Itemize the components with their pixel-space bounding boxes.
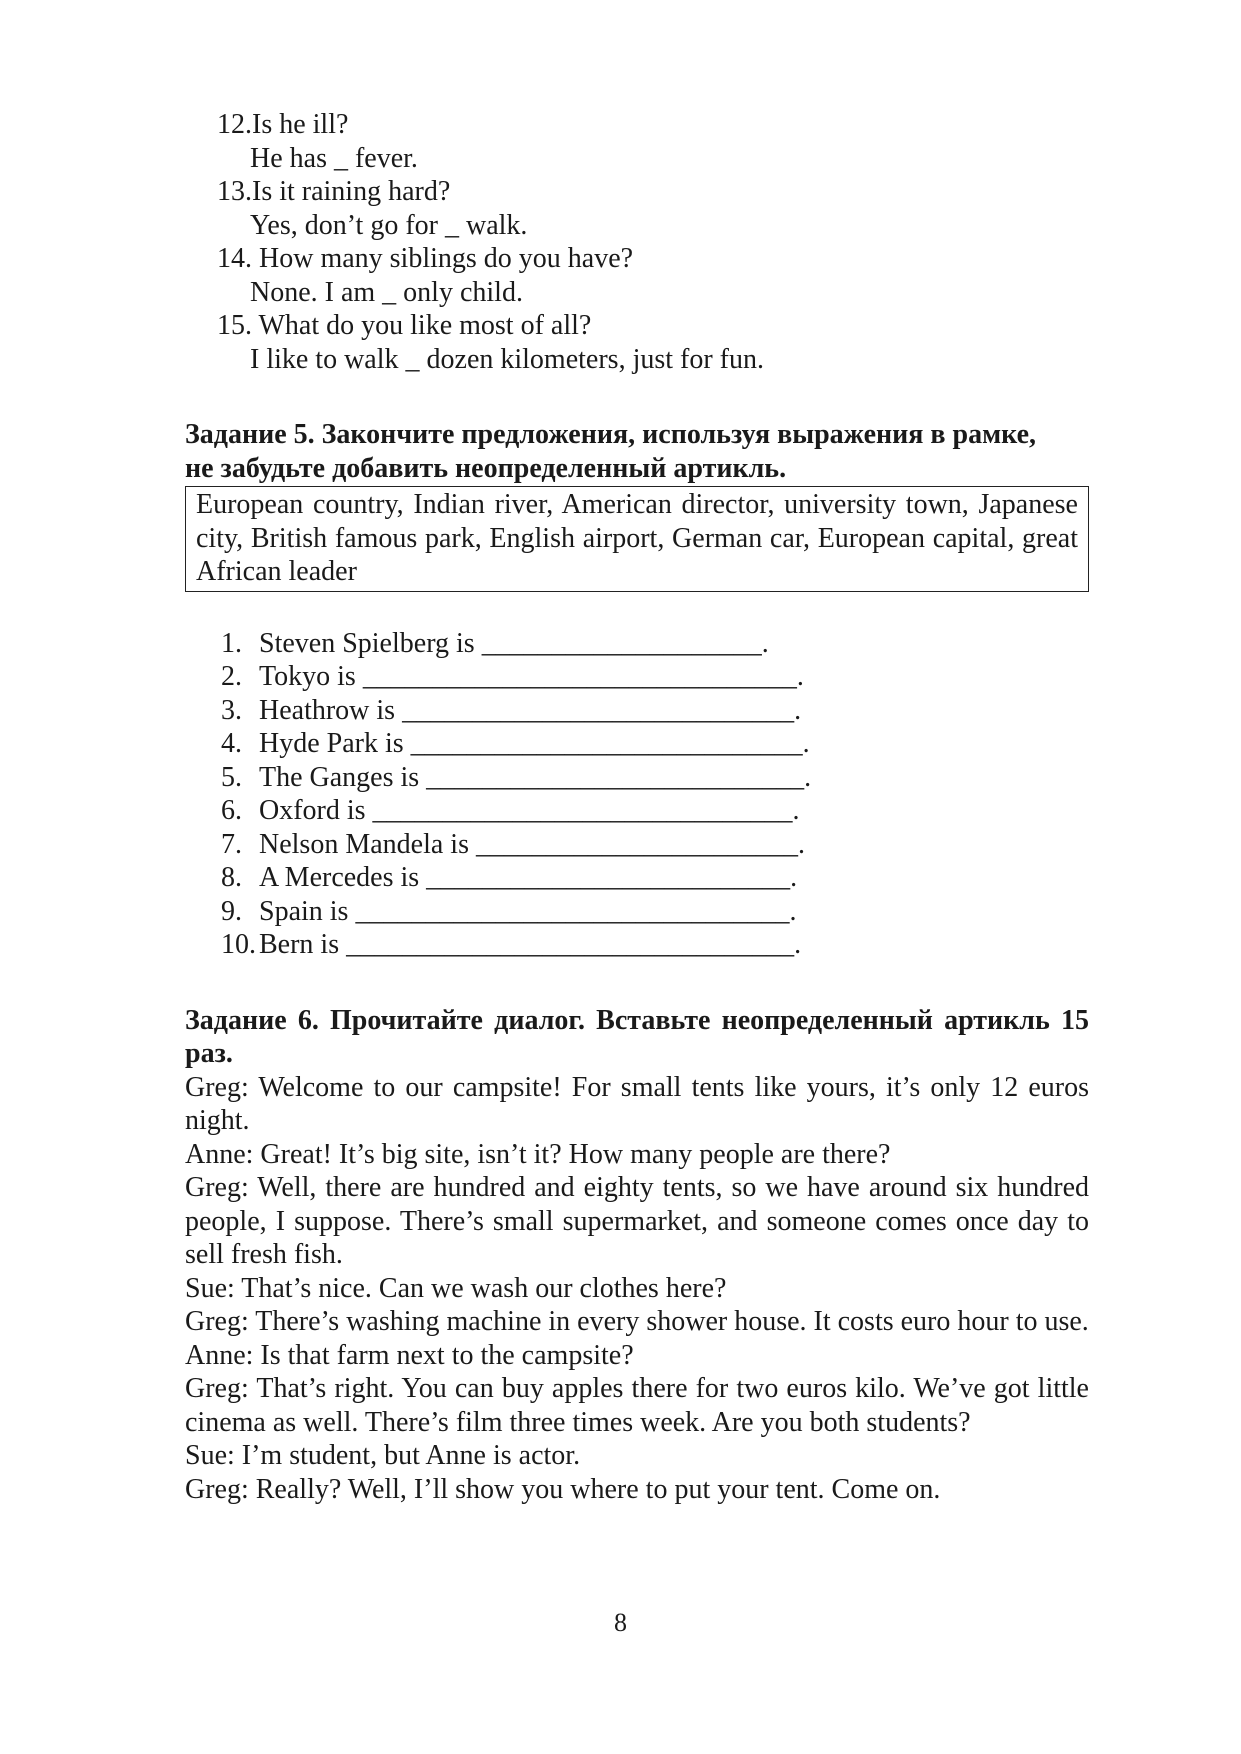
question-item <box>207 108 1089 175</box>
item-text: Heathrow is ____________________________. <box>259 694 802 726</box>
item-number: 6. <box>221 795 242 826</box>
question-text: 14. How many siblings do you have? <box>217 243 634 274</box>
list-item <box>221 694 1089 728</box>
dialog-line: Anne: Is that farm next to the campsite? <box>185 1339 634 1371</box>
item-number: 7. <box>221 828 242 860</box>
list-item <box>221 627 1089 661</box>
task5-heading-line: не забудьте добавить неопределенный артикль. <box>185 452 787 484</box>
item-number: 4. <box>221 728 242 759</box>
item-text: Nelson Mandela is _______________________. <box>259 828 805 860</box>
question-item <box>207 242 1089 309</box>
fill-in-list <box>185 627 1089 962</box>
question-text: 15. What do you like most of all? <box>217 310 592 341</box>
item-number: 3. <box>221 694 242 726</box>
list-item <box>221 660 1089 694</box>
answer-text: Yes, don’t go for _ walk. <box>250 209 528 241</box>
question-text: 13.Is it raining hard? <box>217 176 451 207</box>
dialog-line: Greg: Welcome to our campsite! For small tents like yours, it’s only 12 euros night. <box>185 1071 1089 1136</box>
item-text: Tokyo is _______________________________. <box>259 661 804 692</box>
questions-list <box>207 108 1089 376</box>
question-item <box>207 309 1089 376</box>
item-number: 1. <box>221 627 242 659</box>
dialog <box>185 1071 1089 1507</box>
question-item <box>207 175 1089 242</box>
list-item <box>221 828 1089 862</box>
task5-heading-line: Задание 5. Закончите предложения, используя выражения в рамке, <box>185 419 1037 450</box>
spacer <box>207 376 1089 418</box>
task6-heading: Задание 6. Прочитайте диалог. Вставьте неопределенный артикль 15 раз. <box>185 1004 1089 1069</box>
page-number: 8 <box>614 1608 627 1637</box>
item-text: Steven Spielberg is ____________________. <box>259 627 769 659</box>
task5-heading <box>185 418 1089 485</box>
item-text: The Ganges is ___________________________. <box>259 761 812 793</box>
item-number: 8. <box>221 862 242 893</box>
question-text: 12.Is he ill? <box>217 109 349 140</box>
dialog-line: Greg: That’s right. You can buy apples there for two euros kilo. We’ve got little cinema as well. There’s film three times week. Are you both students? <box>185 1373 1089 1438</box>
item-number: 5. <box>221 761 242 793</box>
answer-text: He has _ fever. <box>250 142 418 174</box>
item-number: 10. <box>221 929 256 960</box>
item-text: Oxford is ______________________________. <box>259 795 800 826</box>
item-text: Spain is _______________________________. <box>259 895 797 927</box>
dialog-line: Greg: Well, there are hundred and eighty tents, so we have around six hundred people, I suppose. There’s small supermarket, and someone comes once day to sell fresh fish. <box>185 1172 1089 1270</box>
dialog-line: Sue: I’m student, but Anne is actor. <box>185 1440 581 1471</box>
dialog-line: Sue: That’s nice. Can we wash our clothes here? <box>185 1272 727 1304</box>
task5-section <box>185 418 1089 1506</box>
item-text: A Mercedes is __________________________. <box>259 862 798 893</box>
dialog-line: Anne: Great! It’s big site, isn’t it? How many people are there? <box>185 1138 891 1170</box>
list-item <box>221 794 1089 828</box>
answer-text: None. I am _ only child. <box>250 276 523 308</box>
item-text: Bern is ________________________________. <box>259 929 802 960</box>
item-text: Hyde Park is ____________________________. <box>259 728 810 759</box>
item-number: 2. <box>221 661 242 692</box>
spacer <box>185 962 1089 1004</box>
list-item <box>221 895 1089 929</box>
list-item <box>221 928 1089 962</box>
list-item <box>221 727 1089 761</box>
document-page <box>185 108 1089 1506</box>
expressions-box: European country, Indian river, American director, university town, Japanese city, British famous park, English airport, German car, European capital, great African leader <box>185 486 1089 592</box>
list-item <box>221 761 1089 795</box>
dialog-line: Greg: Really? Well, I’ll show you where to put your tent. Come on. <box>185 1473 941 1505</box>
list-item <box>221 861 1089 895</box>
item-number: 9. <box>221 895 242 927</box>
answer-text: I like to walk _ dozen kilometers, just for fun. <box>250 343 764 375</box>
dialog-line: Greg: There’s washing machine in every shower house. It costs euro hour to use. <box>185 1306 1089 1337</box>
